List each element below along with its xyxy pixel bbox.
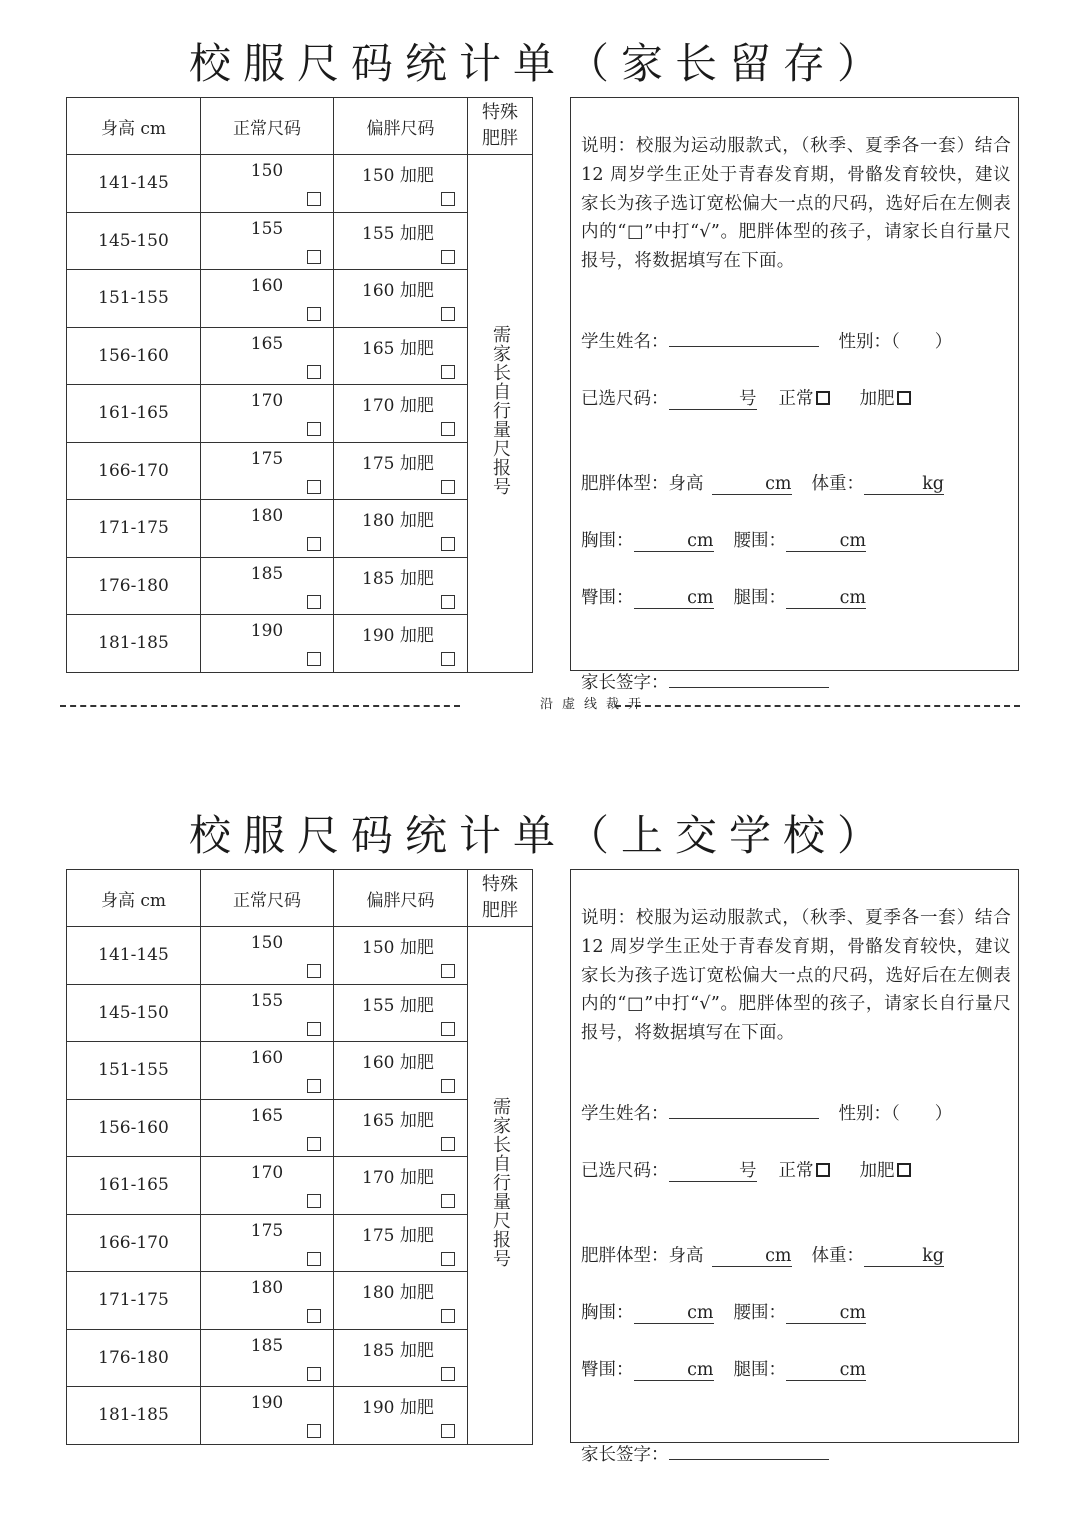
- normal-size-checkbox[interactable]: [307, 1137, 321, 1151]
- normal-size-value: 170: [250, 391, 284, 412]
- table-row: [67, 270, 533, 328]
- signature-field[interactable]: [669, 1459, 829, 1460]
- normal-size-checkbox[interactable]: [307, 595, 321, 609]
- header-normal-size: 正常尺码: [201, 870, 334, 927]
- table-row: [67, 1099, 533, 1157]
- thigh-field[interactable]: cm: [786, 588, 866, 609]
- normal-size-cell: [201, 1099, 334, 1157]
- gender-field[interactable]: 性别：（ ）: [838, 1104, 953, 1124]
- waist-field[interactable]: cm: [786, 531, 866, 552]
- fat-size-cell: [334, 1099, 468, 1157]
- fat-size-cell: [334, 1329, 468, 1387]
- normal-size-cell: [201, 984, 334, 1042]
- table-row: [67, 442, 533, 500]
- fat-size-cell: [334, 212, 468, 270]
- normal-size-cell: [201, 212, 334, 270]
- fat-size-checkbox[interactable]: [441, 1079, 455, 1093]
- fat-size-cell: [334, 984, 468, 1042]
- height-field[interactable]: cm: [712, 1246, 792, 1267]
- height-range: 145-150: [67, 984, 201, 1042]
- normal-size-checkbox[interactable]: [307, 1367, 321, 1381]
- cut-line: [60, 696, 1020, 716]
- table-row: [67, 155, 533, 213]
- student-name-row: 学生姓名： 性别：（ ）: [581, 1104, 953, 1124]
- height-range: 151-155: [67, 270, 201, 328]
- selected-size-row: 已选尺码： 号 正常 加肥: [581, 385, 911, 410]
- instructions-text: 说明：校服为运动服款式，（秋季、夏季各一套）结合 12 周岁学生正处于青春发育期，骨骼发育较快，建议家长为孩子选订宽松偏大一点的尺码，选好后在左侧表内的“□”中打“√”。肥胖体型的孩子，请家长自行量尺报号，将数据填写在下面。: [581, 136, 1011, 272]
- fat-size-value: 165 加肥: [362, 1110, 434, 1131]
- fat-size-cell: [334, 1387, 468, 1445]
- selected-size-field[interactable]: 号: [669, 1161, 757, 1182]
- fat-size-cell: [334, 442, 468, 500]
- height-range: 171-175: [67, 1272, 201, 1330]
- table-row: [67, 500, 533, 558]
- fat-size-cell: [334, 1272, 468, 1330]
- normal-size-value: 180: [250, 1278, 284, 1299]
- normal-size-cell: [201, 385, 334, 443]
- size-table: [66, 97, 533, 673]
- normal-size-cell: [201, 500, 334, 558]
- hip-thigh-row: 臀围： cm 腿围： cm: [581, 1360, 866, 1380]
- normal-size-checkbox[interactable]: [307, 537, 321, 551]
- normal-size-checkbox[interactable]: [307, 1252, 321, 1266]
- header-normal-size: 正常尺码: [201, 98, 334, 155]
- special-fat-cell: [468, 155, 533, 673]
- height-range: 141-145: [67, 155, 201, 213]
- table-row: [67, 1272, 533, 1330]
- hip-field[interactable]: cm: [634, 1360, 714, 1381]
- normal-size-value: 175: [250, 448, 284, 469]
- fat-size-value: 170 加肥: [362, 396, 434, 417]
- fat-size-checkbox[interactable]: [441, 537, 455, 551]
- header-fat-size: 偏胖尺码: [334, 98, 468, 155]
- fat-checkbox[interactable]: [897, 391, 911, 405]
- normal-size-value: 150: [250, 933, 284, 954]
- chest-field[interactable]: cm: [634, 1303, 714, 1324]
- fat-size-checkbox[interactable]: [441, 1022, 455, 1036]
- normal-size-checkbox[interactable]: [307, 480, 321, 494]
- student-name-field[interactable]: [669, 1118, 819, 1119]
- normal-size-checkbox[interactable]: [307, 652, 321, 666]
- signature-row: 家长签字：: [581, 1441, 829, 1466]
- fat-size-checkbox[interactable]: [441, 192, 455, 206]
- normal-size-value: 170: [250, 1163, 284, 1184]
- fat-size-cell: [334, 500, 468, 558]
- normal-size-cell: [201, 327, 334, 385]
- instructions-text: 说明：校服为运动服款式，（秋季、夏季各一套）结合 12 周岁学生正处于青春发育期，骨骼发育较快，建议家长为孩子选订宽松偏大一点的尺码，选好后在左侧表内的“□”中打“√”。肥胖体型的孩子，请家长自行量尺报号，将数据填写在下面。: [581, 908, 1011, 1044]
- table-row: [67, 212, 533, 270]
- normal-size-checkbox[interactable]: [307, 365, 321, 379]
- fat-size-checkbox[interactable]: [441, 422, 455, 436]
- table-row: [67, 557, 533, 615]
- normal-size-value: 180: [250, 506, 284, 527]
- fat-size-cell: [334, 327, 468, 385]
- height-range: 176-180: [67, 1329, 201, 1387]
- fat-size-cell: [334, 615, 468, 673]
- normal-size-cell: [201, 1157, 334, 1215]
- table-header-row: [67, 870, 533, 927]
- header-height: 身高 cm: [67, 98, 201, 155]
- table-row: [67, 327, 533, 385]
- height-range: 166-170: [67, 1214, 201, 1272]
- waist-field[interactable]: cm: [786, 1303, 866, 1324]
- fat-size-value: 180 加肥: [362, 511, 434, 532]
- height-range: 181-185: [67, 1387, 201, 1445]
- normal-size-checkbox[interactable]: [307, 1309, 321, 1323]
- hip-thigh-row: 臀围： cm 腿围： cm: [581, 588, 866, 608]
- fat-size-value: 185 加肥: [362, 1340, 434, 1361]
- normal-size-cell: [201, 1387, 334, 1445]
- special-fat-note: 需家长自行量尺报号: [490, 325, 511, 497]
- height-range: 161-165: [67, 1157, 201, 1215]
- normal-size-value: 150: [250, 161, 284, 182]
- table-header-row: [67, 98, 533, 155]
- fat-size-value: 180 加肥: [362, 1283, 434, 1304]
- fat-size-checkbox[interactable]: [441, 365, 455, 379]
- table-row: [67, 984, 533, 1042]
- table-row: [67, 1214, 533, 1272]
- special-fat-cell: [468, 927, 533, 1445]
- size-table: [66, 869, 533, 1445]
- normal-size-cell: [201, 1214, 334, 1272]
- fat-size-cell: [334, 385, 468, 443]
- height-range: 156-160: [67, 327, 201, 385]
- fat-size-value: 160 加肥: [362, 281, 434, 302]
- form-parent-copy: [0, 34, 1080, 734]
- fat-size-value: 175 加肥: [362, 1225, 434, 1246]
- selected-size-row: 已选尺码： 号 正常 加肥: [581, 1157, 911, 1182]
- height-range: 145-150: [67, 212, 201, 270]
- normal-size-checkbox[interactable]: [307, 192, 321, 206]
- height-range: 141-145: [67, 927, 201, 985]
- height-range: 181-185: [67, 615, 201, 673]
- chest-field[interactable]: cm: [634, 531, 714, 552]
- fat-size-checkbox[interactable]: [441, 652, 455, 666]
- normal-size-cell: [201, 615, 334, 673]
- fat-size-cell: [334, 1157, 468, 1215]
- height-field[interactable]: cm: [712, 474, 792, 495]
- normal-size-cell: [201, 927, 334, 985]
- height-range: 166-170: [67, 442, 201, 500]
- table-row: [67, 1157, 533, 1215]
- table-row: [67, 1387, 533, 1445]
- normal-size-value: 160: [250, 1048, 284, 1069]
- student-name-field[interactable]: [669, 346, 819, 347]
- normal-size-cell: [201, 1272, 334, 1330]
- fat-size-checkbox[interactable]: [441, 250, 455, 264]
- fat-size-value: 185 加肥: [362, 568, 434, 589]
- header-height: 身高 cm: [67, 870, 201, 927]
- normal-size-checkbox[interactable]: [307, 250, 321, 264]
- normal-size-value: 185: [250, 563, 284, 584]
- fat-size-value: 165 加肥: [362, 338, 434, 359]
- height-range: 156-160: [67, 1099, 201, 1157]
- normal-size-value: 165: [250, 333, 284, 354]
- normal-size-checkbox[interactable]: [307, 1022, 321, 1036]
- fat-size-value: 155 加肥: [362, 995, 434, 1016]
- fat-size-checkbox[interactable]: [441, 1252, 455, 1266]
- fat-size-checkbox[interactable]: [441, 307, 455, 321]
- header-fat-size: 偏胖尺码: [334, 870, 468, 927]
- thigh-field[interactable]: cm: [786, 1360, 866, 1381]
- table-row: [67, 385, 533, 443]
- fat-size-checkbox[interactable]: [441, 1309, 455, 1323]
- fat-size-checkbox[interactable]: [441, 1424, 455, 1438]
- body-measure-row: 肥胖体型：身高 cm 体重： kg: [581, 1246, 944, 1266]
- height-range: 161-165: [67, 385, 201, 443]
- normal-size-value: 160: [250, 276, 284, 297]
- special-fat-note: 需家长自行量尺报号: [490, 1097, 511, 1269]
- hip-field[interactable]: cm: [634, 588, 714, 609]
- normal-size-checkbox[interactable]: [307, 1424, 321, 1438]
- normal-size-checkbox[interactable]: [307, 307, 321, 321]
- fat-size-value: 175 加肥: [362, 453, 434, 474]
- height-range: 176-180: [67, 557, 201, 615]
- normal-size-value: 190: [250, 1393, 284, 1414]
- form-title: 校服尺码统计单（上交学校）: [188, 811, 891, 860]
- height-range: 171-175: [67, 500, 201, 558]
- fat-size-cell: [334, 927, 468, 985]
- normal-size-checkbox[interactable]: [307, 422, 321, 436]
- chest-waist-row: 胸围： cm 腰围： cm: [581, 1303, 866, 1323]
- fat-size-checkbox[interactable]: [441, 964, 455, 978]
- fat-size-checkbox[interactable]: [441, 1137, 455, 1151]
- table-row: [67, 1042, 533, 1100]
- fat-size-checkbox[interactable]: [441, 1194, 455, 1208]
- header-special: 特殊 肥胖: [468, 98, 533, 155]
- normal-size-value: 165: [250, 1105, 284, 1126]
- info-panel: [570, 97, 1019, 693]
- fat-size-checkbox[interactable]: [441, 595, 455, 609]
- cut-line-label: 沿虚线裁开: [540, 697, 651, 712]
- normal-size-checkbox[interactable]: [307, 1194, 321, 1208]
- student-name-row: 学生姓名： 性别：（ ）: [581, 332, 953, 352]
- normal-size-value: 155: [250, 218, 284, 239]
- normal-checkbox[interactable]: [816, 391, 830, 405]
- signature-row: 家长签字：: [581, 669, 829, 694]
- fat-size-value: 190 加肥: [362, 626, 434, 647]
- fat-size-value: 155 加肥: [362, 223, 434, 244]
- fat-checkbox[interactable]: [897, 1163, 911, 1177]
- body-measure-row: 肥胖体型：身高 cm 体重： kg: [581, 474, 944, 494]
- form-title: 校服尺码统计单（家长留存）: [188, 39, 891, 88]
- selected-size-field[interactable]: 号: [669, 389, 757, 410]
- weight-field[interactable]: kg: [864, 474, 944, 495]
- fat-size-value: 150 加肥: [362, 166, 434, 187]
- normal-checkbox[interactable]: [816, 1163, 830, 1177]
- table-row: [67, 927, 533, 985]
- header-special: 特殊 肥胖: [468, 870, 533, 927]
- normal-size-value: 155: [250, 990, 284, 1011]
- normal-size-checkbox[interactable]: [307, 1079, 321, 1093]
- normal-size-cell: [201, 155, 334, 213]
- fat-size-value: 170 加肥: [362, 1168, 434, 1189]
- normal-size-cell: [201, 1042, 334, 1100]
- table-row: [67, 1329, 533, 1387]
- fat-size-cell: [334, 1042, 468, 1100]
- table-row: [67, 615, 533, 673]
- chest-waist-row: 胸围： cm 腰围： cm: [581, 531, 866, 551]
- weight-field[interactable]: kg: [864, 1246, 944, 1267]
- fat-size-value: 150 加肥: [362, 938, 434, 959]
- normal-size-cell: [201, 442, 334, 500]
- fat-size-value: 190 加肥: [362, 1398, 434, 1419]
- normal-size-value: 185: [250, 1335, 284, 1356]
- fat-size-checkbox[interactable]: [441, 480, 455, 494]
- fat-size-cell: [334, 557, 468, 615]
- fat-size-cell: [334, 155, 468, 213]
- fat-size-cell: [334, 1214, 468, 1272]
- signature-field[interactable]: [669, 687, 829, 688]
- height-range: 151-155: [67, 1042, 201, 1100]
- normal-size-cell: [201, 557, 334, 615]
- normal-size-value: 175: [250, 1220, 284, 1241]
- form-school-copy: [0, 806, 1080, 1506]
- fat-size-cell: [334, 270, 468, 328]
- normal-size-cell: [201, 270, 334, 328]
- fat-size-checkbox[interactable]: [441, 1367, 455, 1381]
- normal-size-checkbox[interactable]: [307, 964, 321, 978]
- fat-size-value: 160 加肥: [362, 1053, 434, 1074]
- normal-size-value: 190: [250, 621, 284, 642]
- normal-size-cell: [201, 1329, 334, 1387]
- gender-field[interactable]: 性别：（ ）: [838, 332, 953, 352]
- info-panel: [570, 869, 1019, 1465]
